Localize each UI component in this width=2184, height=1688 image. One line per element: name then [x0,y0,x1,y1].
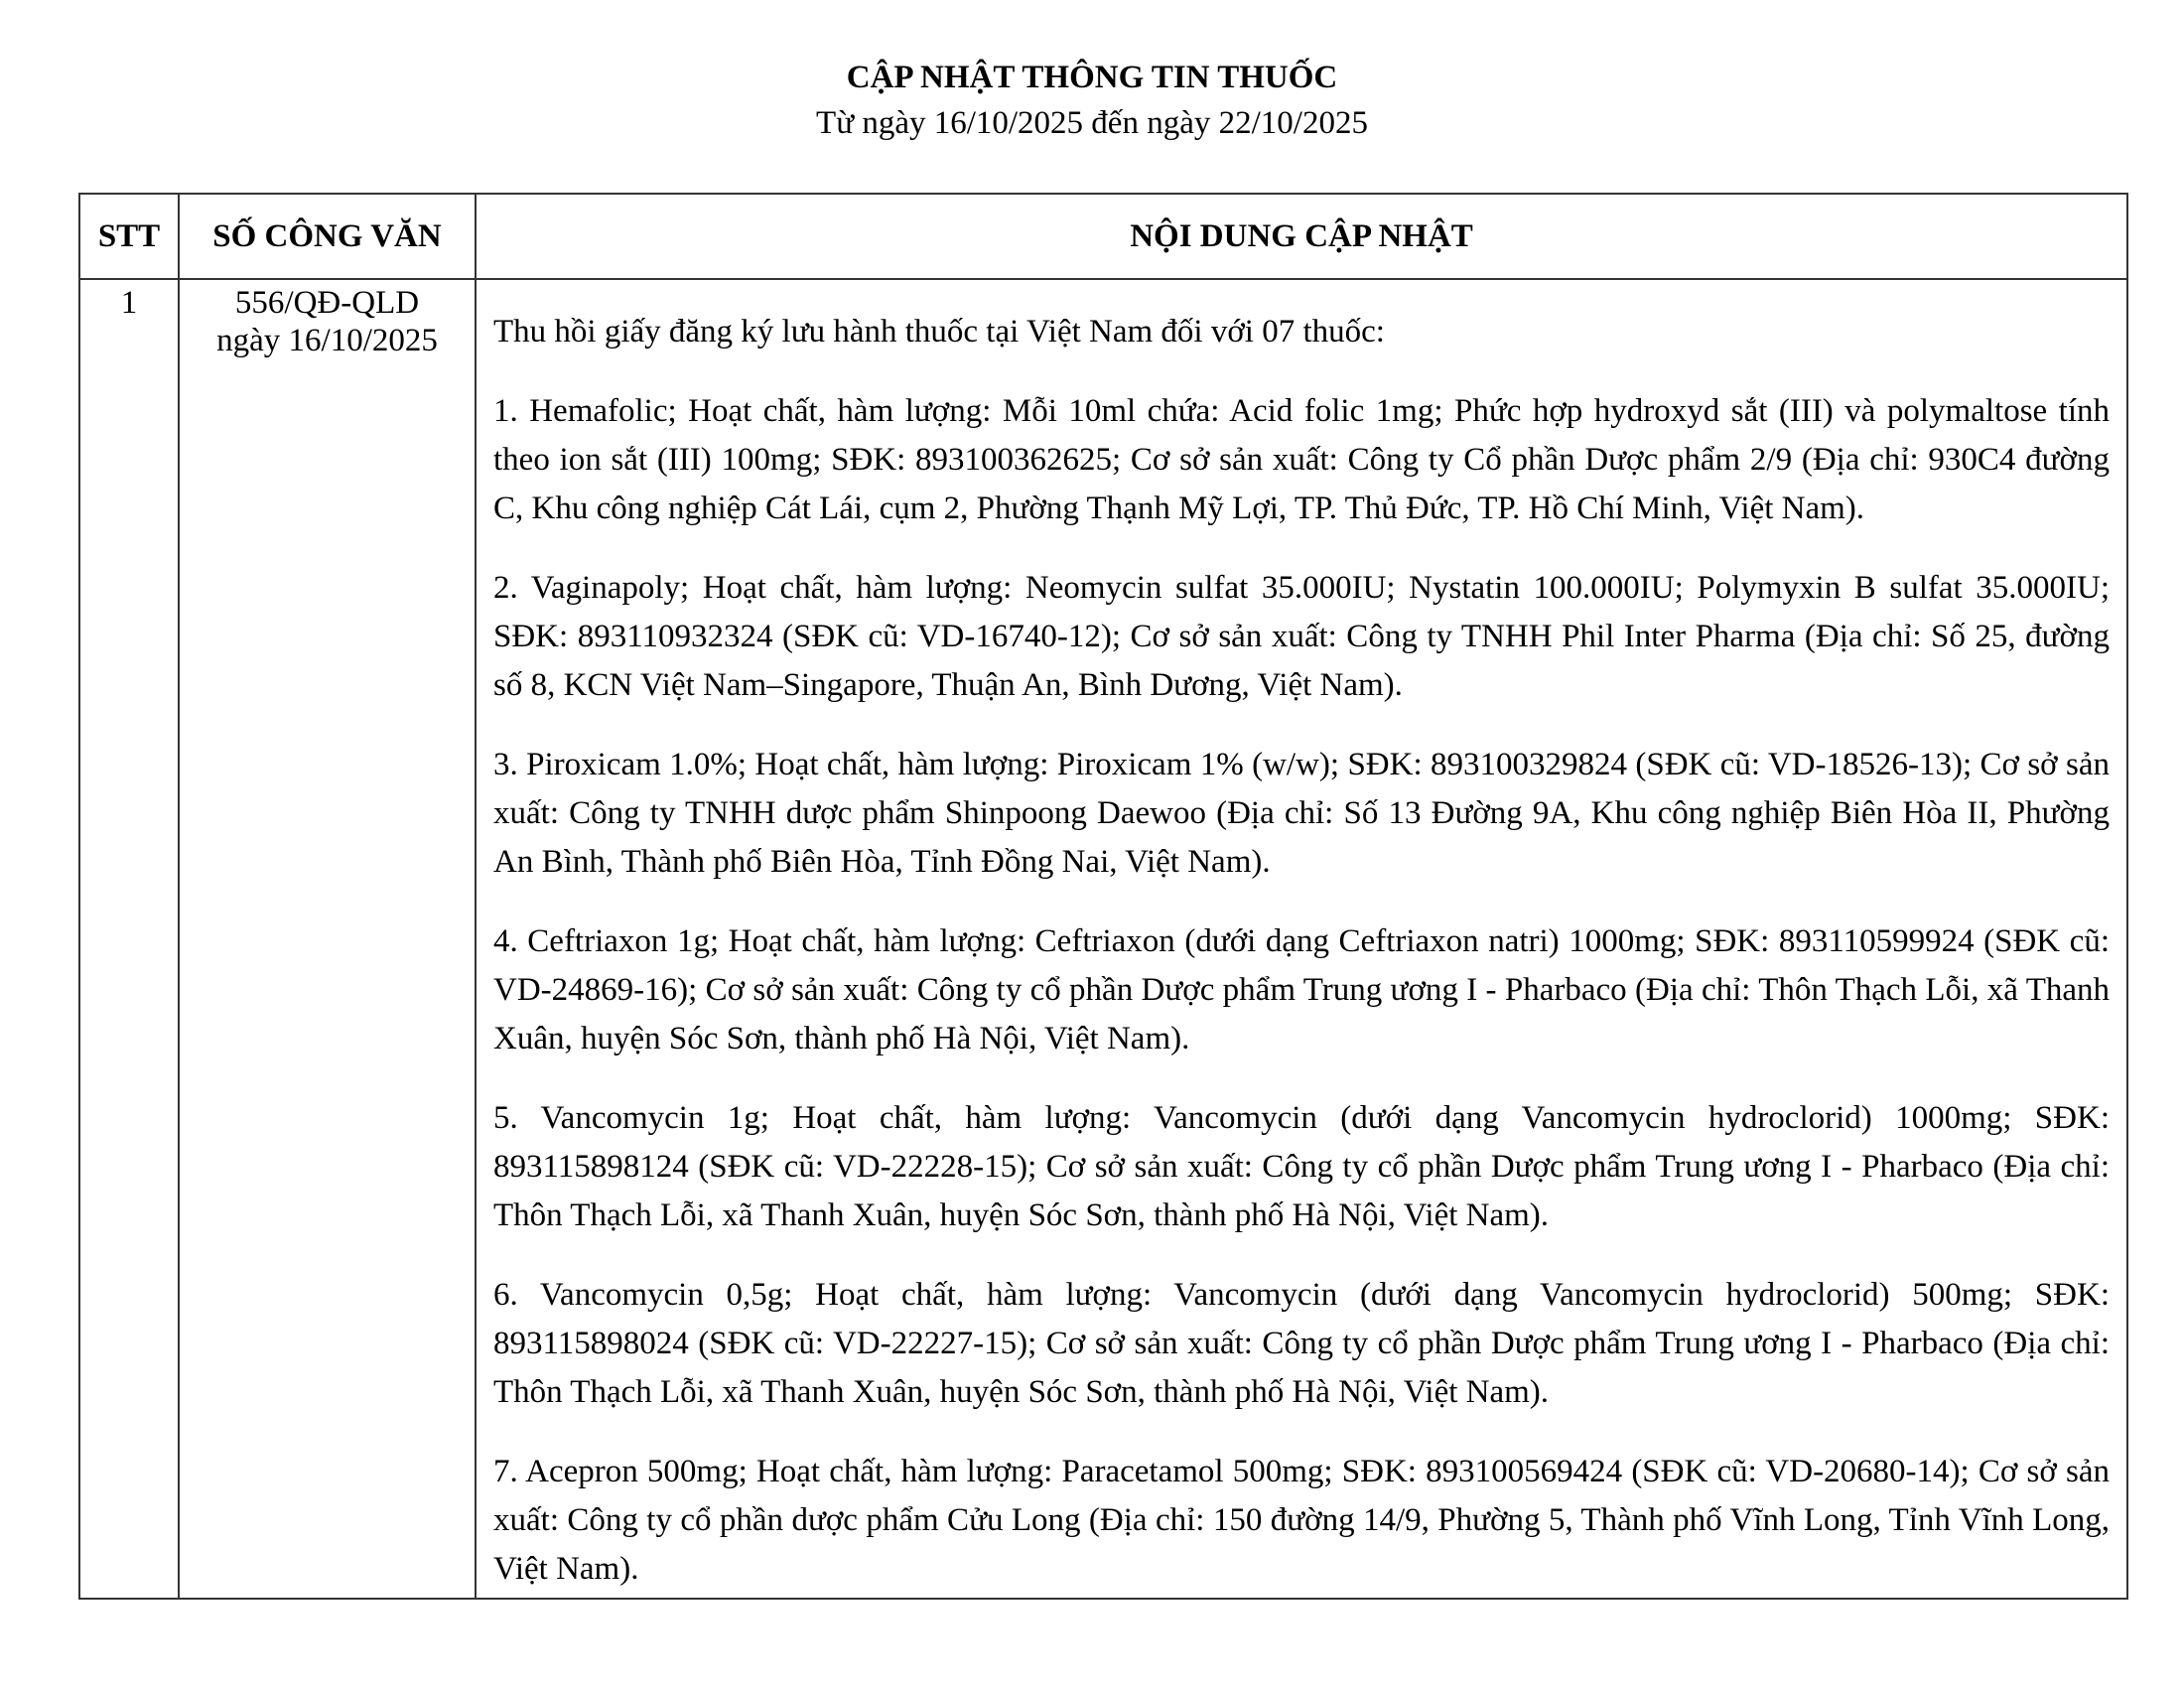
drug-item: 7. Acepron 500mg; Hoạt chất, hàm lượng: Paracetamol 500mg; SĐK: 893100569424 (SĐK cũ: VD-20680-14); Cơ sở sản xuất: Công ty cổ phần dược phẩm Cửu Long (Địa chỉ: 150 đường 14/9, Phường 5, Thành phố Vĩnh Long, Tỉnh Vĩnh Long, Việt Nam). [493,1454,2110,1587]
column-header-so-cong-van: SỐ CÔNG VĂN [179,194,476,279]
row-stt: 1 [79,279,179,1599]
drug-item: 6. Vancomycin 0,5g; Hoạt chất, hàm lượng: Vancomycin (dưới dạng Vancomycin hydroclorid) 500mg; SĐK: 893115898024 (SĐK cũ: VD-22227-15); Cơ sở sản xuất: Công ty cổ phần Dược phẩm Trung ương I - Pharbaco (Địa chỉ: Thôn Thạch Lỗi, xã Thanh Xuân, huyện Sóc Sơn, thành phố Hà Nội, Việt Nam). [493,1277,2110,1410]
column-header-noi-dung: NỘI DUNG CẬP NHẬT [476,194,2127,279]
drug-item: 4. Ceftriaxon 1g; Hoạt chất, hàm lượng: Ceftriaxon (dưới dạng Ceftriaxon natri) 1000mg; SĐK: 893110599924 (SĐK cũ: VD-24869-16); Cơ sở sản xuất: Công ty cổ phần Dược phẩm Trung ương I - Pharbaco (Địa chỉ: Thôn Thạch Lỗi, xã Thanh Xuân, huyện Sóc Sơn, thành phố Hà Nội, Việt Nam). [493,923,2110,1056]
date-range: Từ ngày 16/10/2025 đến ngày 22/10/2025 [816,105,1368,141]
drug-item: 3. Piroxicam 1.0%; Hoạt chất, hàm lượng: Piroxicam 1% (w/w); SĐK: 893100329824 (SĐK cũ: VD-18526-13); Cơ sở sản xuất: Công ty TNHH dược phẩm Shinpoong Daewoo (Địa chỉ: Số 13 Đường 9A, Khu công nghiệp Biên Hòa II, Phường An Bình, Thành phố Biên Hòa, Tỉnh Đồng Nai, Việt Nam). [493,747,2110,880]
drug-item: 5. Vancomycin 1g; Hoạt chất, hàm lượng: Vancomycin (dưới dạng Vancomycin hydroclorid) 1000mg; SĐK: 893115898124 (SĐK cũ: VD-22228-15); Cơ sở sản xuất: Công ty cổ phần Dược phẩm Trung ương I - Pharbaco (Địa chỉ: Thôn Thạch Lỗi, xã Thanh Xuân, huyện Sóc Sơn, thành phố Hà Nội, Việt Nam). [493,1100,2110,1233]
table-row [79,279,2127,1599]
content-intro: Thu hồi giấy đăng ký lưu hành thuốc tại Việt Nam đối với 07 thuốc: [493,314,1385,350]
column-header-stt: STT [79,194,179,279]
drug-update-table [78,193,2128,1600]
drug-item: 2. Vaginapoly; Hoạt chất, hàm lượng: Neomycin sulfat 35.000IU; Nystatin 100.000IU; Polymyxin B sulfat 35.000IU; SĐK: 893110932324 (SĐK cũ: VD-16740-12); Cơ sở sản xuất: Công ty TNHH Phil Inter Pharma (Địa chỉ: Số 25, đường số 8, KCN Việt Nam–Singapore, Thuận An, Bình Dương, Việt Nam). [493,570,2110,703]
document-title: CẬP NHẬT THÔNG TIN THUỐC [846,60,1338,95]
table-header-row [79,194,2127,279]
drug-item: 1. Hemafolic; Hoạt chất, hàm lượng: Mỗi 10ml chứa: Acid folic 1mg; Phức hợp hydroxyd sắt (III) và polymaltose tính theo ion sắt (III) 100mg; SĐK: 893100362625; Cơ sở sản xuất: Công ty Cổ phần Dược phẩm 2/9 (Địa chỉ: 930C4 đường C, Khu công nghiệp Cát Lái, cụm 2, Phường Thạnh Mỹ Lợi, TP. Thủ Đức, TP. Hồ Chí Minh, Việt Nam). [493,393,2110,526]
row-content [476,279,2127,1599]
document-number: 556/QĐ-QLD [234,285,420,321]
row-so-cong-van [179,279,476,1599]
document-date: ngày 16/10/2025 [216,323,438,358]
